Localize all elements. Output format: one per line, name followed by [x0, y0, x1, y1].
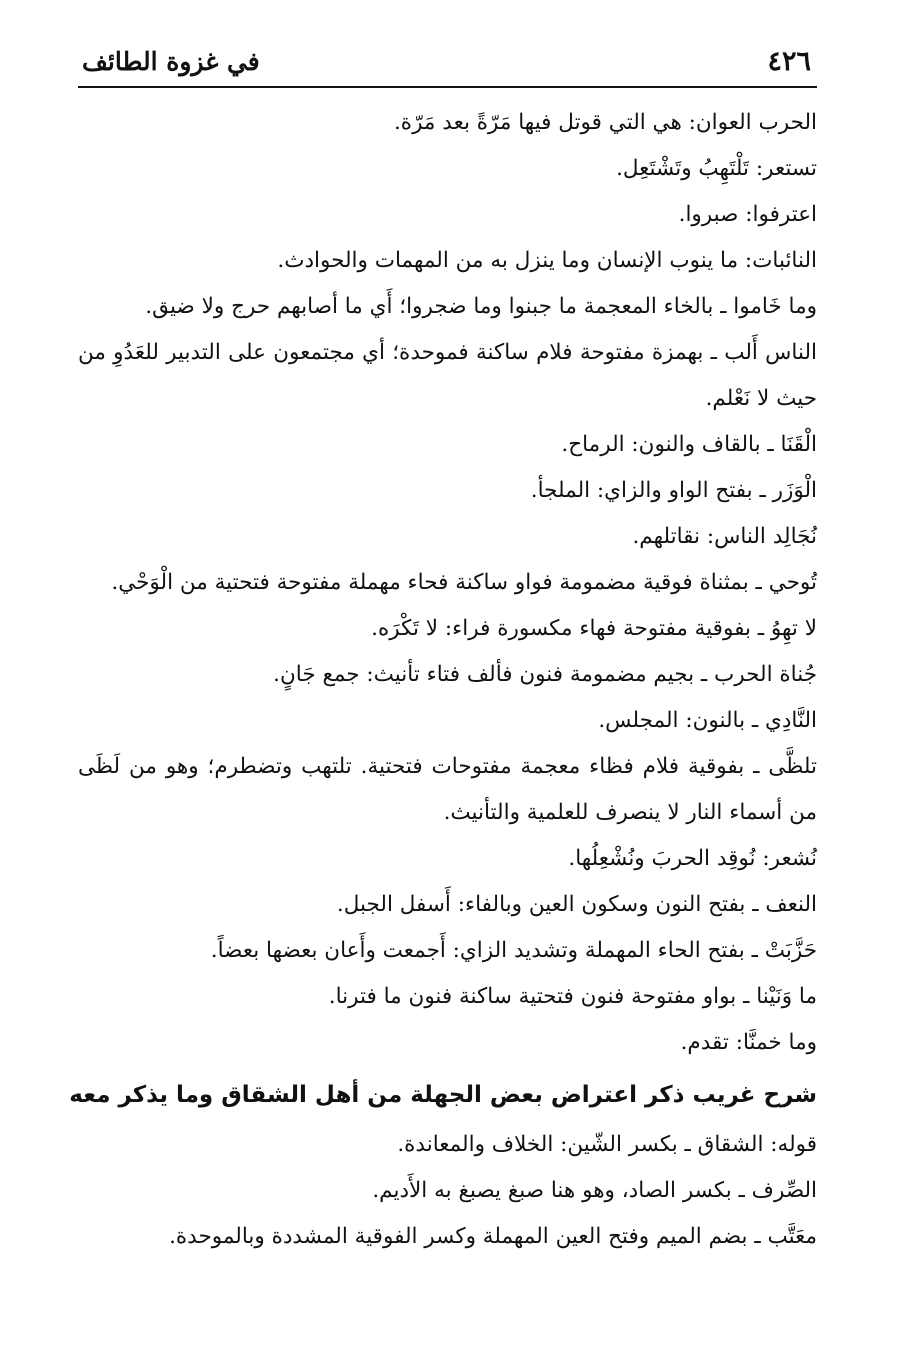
glossary-entry: تستعر: تَلْتَهِبُ وتَشْتَعِل.	[616, 156, 817, 181]
glossary-entry: النائبات: ما ينوب الإنسان وما ينزل به من المهمات والحوادث.	[277, 248, 817, 273]
glossary-entry: النَّادِي ـ بالنون: المجلس.	[598, 708, 817, 733]
page-number: ٤٢٦	[767, 46, 811, 77]
glossary-entry: الحرب العوان: هي التي قوتل فيها مَرّةً بعد مَرّة.	[393, 110, 817, 135]
glossary-entry: وما خمنَّا: تقدم.	[680, 1030, 817, 1055]
glossary-entry: تُوحي ـ بمثناة فوقية مضمومة فواو ساكنة فحاء مهملة مفتوحة فتحتية من الْوَحْي.	[111, 570, 817, 595]
glossary-entry: نُجَالِد الناس: نقاتلهم.	[632, 524, 817, 549]
glossary-entry: جُناة الحرب ـ بجيم مضمومة فنون فألف فتاء تأنيث: جمع جَانٍ.	[273, 662, 817, 687]
glossary-entry: وما خَاموا ـ بالخاء المعجمة ما جبنوا وما ضجروا؛ أَي ما أصابهم حرج ولا ضيق.	[145, 294, 817, 319]
page-body	[69, 100, 817, 1260]
glossary-entry: الناس أَلب ـ بهمزة مفتوحة فلام ساكنة فموحدة؛ أي مجتمعون على التدبير للعَدُوِ من حيث لا نَعْلم.	[78, 340, 817, 411]
glossary-entry: حَزَّبَتْ ـ بفتح الحاء المهملة وتشديد الزاي: أَجمعت وأَعان بعضها بعضاً.	[210, 938, 817, 963]
running-title: في غزوة الطائف	[82, 47, 260, 76]
glossary-entry: لا تهِوُ ـ بفوقية مفتوحة فهاء مكسورة فراء: لا تَكْرَه.	[371, 616, 817, 641]
glossary-entry: النعف ـ بفتح النون وسكون العين وبالفاء: أَسفل الجبل.	[336, 892, 817, 917]
section-heading: شرح غريب ذكر اعتراض بعض الجهلة من أهل الشقاق وما يذكر معه	[69, 1082, 817, 1108]
glossary-entry: الصِّرف ـ بكسر الصاد، وهو هنا صبغ يصبغ به الأَديم.	[372, 1178, 817, 1203]
glossary-entry: الْوَزَر ـ بفتح الواو والزاي: الملجأ.	[530, 478, 817, 503]
glossary-entry: اعترفوا: صبروا.	[678, 202, 817, 227]
glossary-entry: تلظَّى ـ بفوقية فلام فظاء معجمة مفتوحات فتحتية. تلتهب وتضطرم؛ وهو من لَظَى من أسماء النار لا ينصرف للعلمية والتأنيث.	[78, 754, 817, 825]
page-header	[78, 42, 817, 88]
glossary-entry: الْقَنَا ـ بالقاف والنون: الرماح.	[561, 432, 817, 457]
glossary-entry: معَتَّب ـ بضم الميم وفتح العين المهملة وكسر الفوقية المشددة وبالموحدة.	[169, 1224, 817, 1249]
glossary-entry: قوله: الشقاق ـ بكسر الشّين: الخلاف والمعاندة.	[397, 1132, 817, 1157]
glossary-entry: نُشعر: نُوقِد الحربَ ونُشْعِلُها.	[568, 846, 817, 871]
glossary-entry: ما وَنَيْنا ـ بواو مفتوحة فنون فتحتية ساكنة فنون ما فترنا.	[328, 984, 817, 1009]
